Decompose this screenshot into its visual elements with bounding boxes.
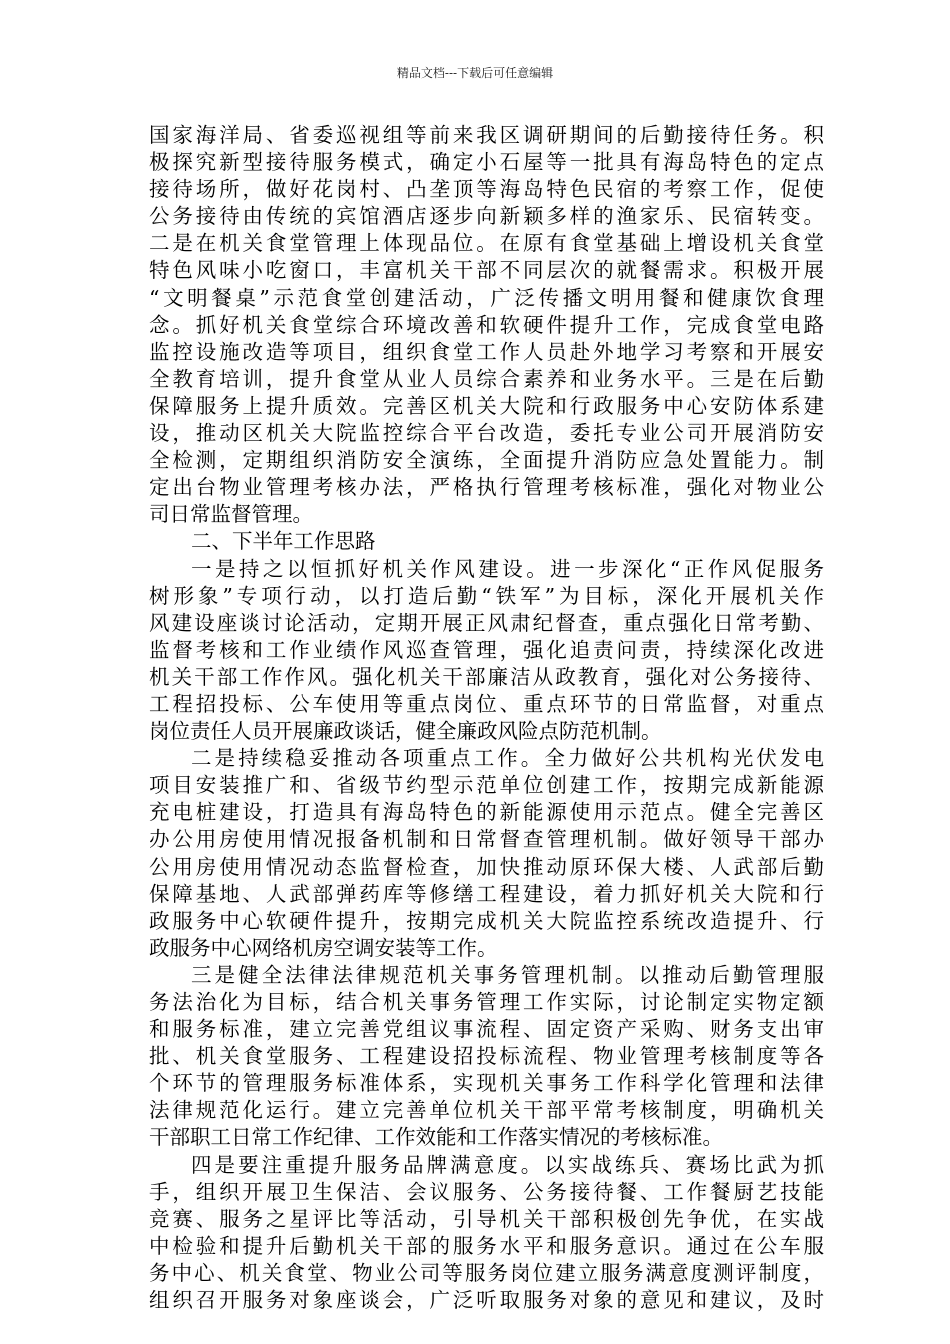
text-line: 二、下半年工作思路: [191, 529, 376, 554]
text-line: 监督考核和工作业绩作风巡查管理，强化追责问责，持续深化改进: [149, 637, 824, 662]
text-line: 全教育培训，提升食堂从业人员综合素养和业务水平。三是在后勤: [149, 366, 824, 391]
text-line: 岗位责任人员开展廉政谈话，健全廉政风险点防范机制。: [149, 719, 662, 744]
text-line: “文明餐桌”示范食堂创建活动，广泛传播文明用餐和健康饮食理: [149, 285, 824, 310]
text-line: 工程招投标、公车使用等重点岗位、重点环节的日常监督，对重点: [149, 691, 824, 716]
text-line: 接待场所，做好花岗村、凸垄顶等海岛特色民宿的考察工作，促使: [149, 177, 824, 202]
text-line: 项目安装推广和、省级节约型示范单位创建工作，按期完成新能源: [149, 773, 824, 798]
text-line: 手，组织开展卫生保洁、会议服务、公务接待餐、工作餐厨艺技能: [149, 1179, 824, 1204]
text-line: 办公用房使用情况报备机制和日常督查管理机制。做好领导干部办: [149, 827, 824, 852]
text-line: 批、机关食堂服务、工程建设招投标流程、物业管理考核制度等各: [149, 1044, 824, 1069]
text-line: 公务接待由传统的宾馆酒店逐步向新颖多样的渔家乐、民宿转变。: [149, 204, 824, 229]
text-line: 司日常监督管理。: [149, 502, 313, 527]
page-header: 精品文档---下载后可任意编辑: [396, 66, 554, 80]
text-line: 充电桩建设，打造具有海岛特色的新能源使用示范点。健全完善区: [149, 800, 824, 825]
text-line: 树形象”专项行动，以打造后勤“铁军”为目标，深化开展机关作: [149, 583, 824, 608]
text-line: 组织召开服务对象座谈会，广泛听取服务对象的意见和建议，及时: [149, 1288, 824, 1313]
text-line: 二是在机关食堂管理上体现品位。在原有食堂基础上增设机关食堂: [149, 231, 824, 256]
text-line: 四是要注重提升服务品牌满意度。以实战练兵、赛场比武为抓: [191, 1152, 824, 1177]
text-line: 竞赛、服务之星评比等活动，引导机关干部积极创先争优，在实战: [149, 1206, 824, 1231]
text-line: 国家海洋局、省委巡视组等前来我区调研期间的后勤接待任务。积: [149, 123, 824, 147]
text-line: 政服务中心网络机房空调安装等工作。: [149, 935, 498, 960]
document-body: [149, 122, 824, 1314]
text-line: 务法治化为目标，结合机关事务管理工作实际，讨论制定实物定额: [149, 990, 824, 1014]
text-line: 三是健全法律法律规范机关事务管理机制。以推动后勤管理服: [191, 962, 824, 987]
text-line: 务中心、机关食堂、物业公司等服务岗位建立服务满意度测评制度，: [149, 1260, 824, 1285]
text-line: 保障服务上提升质效。完善区机关大院和行政服务中心安防体系建: [149, 393, 824, 418]
text-line: 全检测，定期组织消防安全演练，全面提升消防应急处置能力。制: [149, 448, 824, 473]
text-line: 保障基地、人武部弹药库等修缮工程建设，着力抓好机关大院和行: [149, 881, 824, 906]
text-line: 机关干部工作作风。强化机关干部廉洁从政教育，强化对公务接待、: [149, 664, 824, 689]
text-line: 监控设施改造等项目，组织食堂工作人员赴外地学习考察和开展安: [149, 339, 824, 364]
text-line: 一是持之以恒抓好机关作风建设。进一步深化“正作风促服务: [191, 556, 824, 581]
text-line: 政服务中心软硬件提升，按期完成机关大院监控系统改造提升、行: [149, 908, 824, 933]
text-line: 设，推动区机关大院监控综合平台改造，委托专业公司开展消防安: [149, 421, 824, 446]
text-line: 公用房使用情况动态监督检查，加快推动原环保大楼、人武部后勤: [149, 854, 824, 879]
text-line: 干部职工日常工作纪律、工作效能和工作落实情况的考核标准。: [149, 1125, 723, 1150]
text-line: 法律规范化运行。建立完善单位机关干部平常考核制度，明确机关: [149, 1098, 824, 1123]
text-line: 定出台物业管理考核办法，严格执行管理考核标准，强化对物业公: [149, 475, 824, 500]
text-line: 特色风味小吃窗口，丰富机关干部不同层次的就餐需求。积极开展: [149, 258, 824, 283]
text-line: 和服务标准，建立完善党组议事流程、固定资产采购、财务支出审: [149, 1017, 824, 1042]
text-line: 个环节的管理服务标准体系，实现机关事务工作科学化管理和法律: [149, 1071, 824, 1096]
text-line: 念。抓好机关食堂综合环境改善和软硬件提升工作，完成食堂电路: [149, 312, 824, 337]
text-line: 二是持续稳妥推动各项重点工作。全力做好公共机构光伏发电: [191, 746, 824, 771]
text-line: 中检验和提升后勤机关干部的服务水平和服务意识。通过在公车服: [149, 1233, 824, 1258]
text-line: 极探究新型接待服务模式，确定小石屋等一批具有海岛特色的定点: [149, 150, 824, 175]
text-line: 风建设座谈讨论活动，定期开展正风肃纪督查，重点强化日常考勤、: [149, 610, 824, 635]
